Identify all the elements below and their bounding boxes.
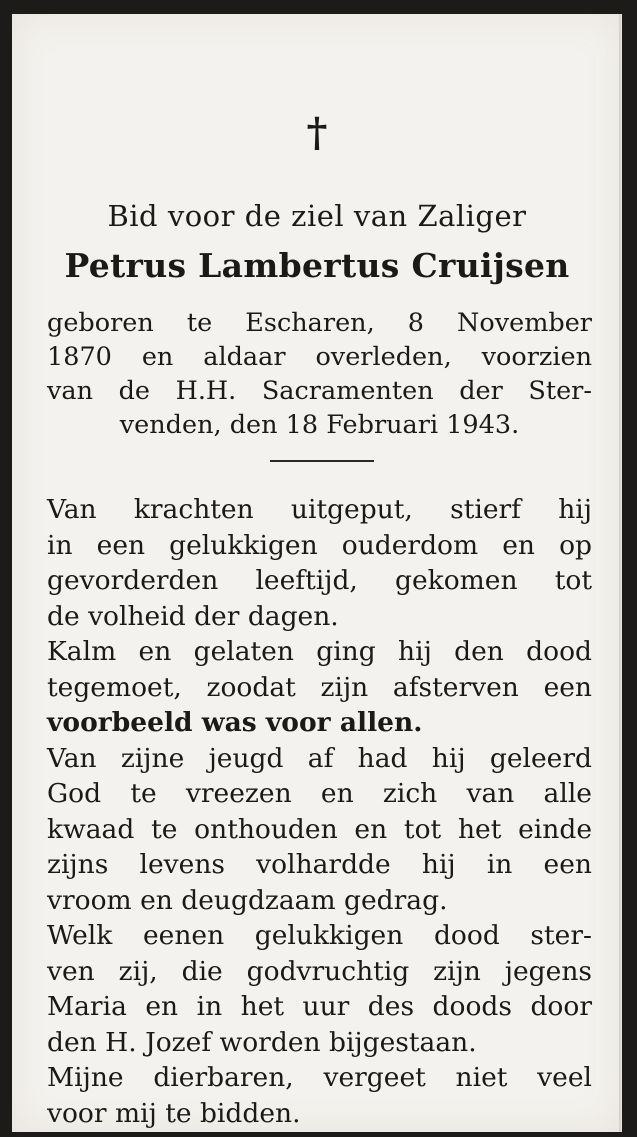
details-line: geboren te Escharen, 8 November — [47, 308, 592, 338]
prayer-heading: Bid voor de ziel van Zaliger — [107, 199, 527, 233]
text-line: zijns levens volhardde hij in een — [47, 849, 592, 880]
cross-icon: † — [306, 109, 328, 156]
text-line: de volheid der dagen. — [47, 600, 339, 632]
text-line: in een gelukkigen ouderdom en op — [47, 529, 592, 561]
text-line: Van krachten uitgeput, stierf hij — [47, 494, 592, 525]
memorial-card — [12, 14, 622, 1132]
text-line: Kalm en gelaten ging hij den dood — [47, 636, 592, 667]
text-line: ven zij, die godvruchtig zijn jegens — [47, 955, 592, 987]
text-line: Welk eenen gelukkigen dood ster- — [47, 920, 592, 951]
text-line: kwaad te onthouden en tot het einde — [47, 813, 592, 845]
text-line: Maria en in het uur des doods door — [47, 991, 592, 1022]
text-line: Van zijne jeugd af had hij geleerd — [47, 742, 592, 774]
details-line: venden, den 18 Februari 1943. — [119, 410, 520, 440]
details-line: 1870 en aldaar overleden, voorzien — [47, 342, 592, 372]
text-line: gevorderden leeftijd, gekomen tot — [47, 565, 592, 596]
birth-death-details — [47, 306, 592, 442]
memorial-text — [47, 492, 592, 1131]
text-line: tegemoet, zoodat zijn afsterven een — [47, 671, 592, 703]
text-line: God te vreezen en zich van alle — [47, 778, 592, 809]
divider-rule — [270, 460, 374, 462]
text-line: den H. Jozef worden bijgestaan. — [47, 1026, 477, 1058]
text-line: Mijne dierbaren, vergeet niet veel — [47, 1062, 592, 1093]
details-line: van de H.H. Sacramenten der Ster- — [47, 376, 592, 406]
text-line: voor mij te bidden. — [47, 1097, 301, 1129]
text-line: vroom en deugdzaam gedrag. — [47, 884, 448, 916]
text-line: voorbeeld was voor allen. — [47, 707, 423, 738]
deceased-name: Petrus Lambertus Cruijsen — [64, 246, 570, 285]
